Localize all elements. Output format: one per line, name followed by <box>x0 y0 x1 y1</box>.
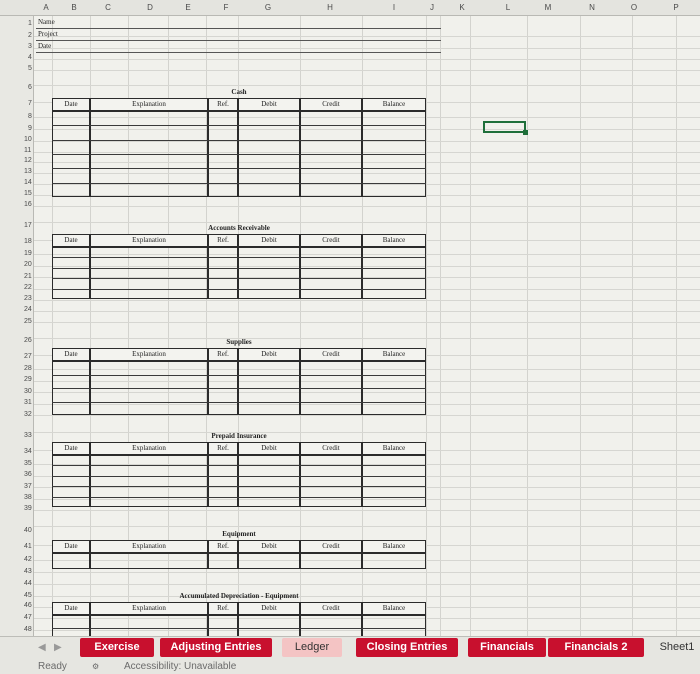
tab-closing-entries[interactable]: Closing Entries <box>356 638 458 657</box>
ledger-column-debit[interactable] <box>238 247 300 299</box>
ledger-header-ref: Ref. <box>208 540 238 553</box>
ledger-header-date: Date <box>52 234 90 247</box>
status-bar <box>0 658 700 674</box>
ledger-header-explanation: Explanation <box>90 540 208 553</box>
ledger-header-debit: Debit <box>238 540 300 553</box>
ledger-header-explanation: Explanation <box>90 602 208 615</box>
ledger-header-date: Date <box>52 442 90 455</box>
ledger-column-balance[interactable] <box>362 615 426 636</box>
ledger-header-credit: Credit <box>300 442 362 455</box>
ledger-title: Cash <box>231 88 247 96</box>
tab-financials[interactable]: Financials <box>468 638 546 657</box>
ledger-3 <box>52 338 426 422</box>
accessibility-icon[interactable]: ⚙ <box>92 662 100 671</box>
ledger-column-ref[interactable] <box>208 455 238 507</box>
ledger-header-date: Date <box>52 602 90 615</box>
ledger-column-credit[interactable] <box>300 553 362 569</box>
ledger-title: Prepaid Insurance <box>211 432 267 440</box>
ledger-header-explanation: Explanation <box>90 348 208 361</box>
date-label: Date <box>38 42 52 50</box>
ledger-header-ref: Ref. <box>208 348 238 361</box>
ledger-header-debit: Debit <box>238 98 300 111</box>
ledger-header-debit: Debit <box>238 348 300 361</box>
column-header-a[interactable]: A <box>43 3 49 12</box>
ledger-column-explanation[interactable] <box>90 247 208 299</box>
ledger-header-credit: Credit <box>300 540 362 553</box>
ledger-column-date[interactable] <box>52 553 90 569</box>
ledger-title: Supplies <box>226 338 252 346</box>
ledger-column-balance[interactable] <box>362 455 426 507</box>
column-header-l[interactable]: L <box>505 3 511 12</box>
ledger-header-balance: Balance <box>362 98 426 111</box>
next-sheet-icon[interactable]: ▶ <box>54 642 62 653</box>
ledger-header-balance: Balance <box>362 348 426 361</box>
sheet-tab-bar <box>0 636 700 658</box>
column-header-f[interactable]: F <box>223 3 229 12</box>
column-header-h[interactable]: H <box>327 3 333 12</box>
column-header-i[interactable]: I <box>392 3 396 12</box>
ledger-header-balance: Balance <box>362 234 426 247</box>
row-header-bar: 1 2 3 4 5 6 7 8 9 10 11 12 13 14 15 16 17 18 19 20 21 22 23 24 25 26 27 28 29 30 31 32 33 34 35 36 37 38 39 40 41 42 43 44 45 46 47 48 <box>0 16 34 636</box>
ledger-header-credit: Credit <box>300 348 362 361</box>
column-header-n[interactable]: N <box>589 3 595 12</box>
ledger-column-ref[interactable] <box>208 553 238 569</box>
ledger-header-date: Date <box>52 98 90 111</box>
ledger-6 <box>52 592 426 636</box>
ledger-header-ref: Ref. <box>208 98 238 111</box>
ledger-header-date: Date <box>52 348 90 361</box>
ledger-header-debit: Debit <box>238 602 300 615</box>
ledger-header-date: Date <box>52 540 90 553</box>
ledger-column-date[interactable] <box>52 615 90 636</box>
ledger-column-ref[interactable] <box>208 615 238 636</box>
column-header-o[interactable]: O <box>630 3 638 12</box>
ledger-column-explanation[interactable] <box>90 553 208 569</box>
ledger-column-date[interactable] <box>52 247 90 299</box>
tab-sheet1[interactable]: Sheet1 <box>659 641 695 653</box>
tab-ledger[interactable]: Ledger <box>282 638 342 657</box>
tab-exercise[interactable]: Exercise <box>80 638 154 657</box>
ledger-4 <box>52 432 426 514</box>
column-header-p[interactable]: P <box>673 3 679 12</box>
column-header-g[interactable]: G <box>264 3 272 12</box>
column-header-e[interactable]: E <box>185 3 191 12</box>
ledger-header-explanation: Explanation <box>90 98 208 111</box>
tab-financials-2[interactable]: Financials 2 <box>548 638 644 657</box>
ledger-5 <box>52 530 426 576</box>
name-label: Name <box>38 18 55 26</box>
ledger-header-debit: Debit <box>238 442 300 455</box>
prev-sheet-icon[interactable]: ◀ <box>38 642 46 653</box>
ledger-header-ref: Ref. <box>208 602 238 615</box>
ledger-header-balance: Balance <box>362 602 426 615</box>
ledger-header-credit: Credit <box>300 234 362 247</box>
ledger-header-credit: Credit <box>300 98 362 111</box>
ledger-header-ref: Ref. <box>208 442 238 455</box>
ledger-header-credit: Credit <box>300 602 362 615</box>
ledger-column-debit[interactable] <box>238 455 300 507</box>
ledger-column-explanation[interactable] <box>90 615 208 636</box>
ledger-header-explanation: Explanation <box>90 234 208 247</box>
ledger-column-credit[interactable] <box>300 455 362 507</box>
ledger-column-credit[interactable] <box>300 615 362 636</box>
column-header-k[interactable]: K <box>459 3 465 12</box>
column-header-d[interactable]: D <box>147 3 153 12</box>
column-header-c[interactable]: C <box>105 3 111 12</box>
ledger-column-date[interactable] <box>52 455 90 507</box>
accessibility-status[interactable]: Accessibility: Unavailable <box>124 661 237 672</box>
ledger-column-balance[interactable] <box>362 247 426 299</box>
selected-cell[interactable] <box>483 121 526 133</box>
ledger-1 <box>52 88 426 204</box>
column-header-bar <box>0 0 700 16</box>
ledger-title: Accumulated Depreciation - Equipment <box>179 592 299 600</box>
ledger-column-debit[interactable] <box>238 615 300 636</box>
tab-adjusting-entries[interactable]: Adjusting Entries <box>160 638 272 657</box>
ledger-header-balance: Balance <box>362 540 426 553</box>
column-header-m[interactable]: M <box>544 3 552 12</box>
ledger-column-debit[interactable] <box>238 553 300 569</box>
ledger-2 <box>52 224 426 306</box>
ledger-header-debit: Debit <box>238 234 300 247</box>
ledger-header-balance: Balance <box>362 442 426 455</box>
ledger-column-explanation[interactable] <box>90 455 208 507</box>
project-label: Project <box>38 30 58 38</box>
ledger-header-explanation: Explanation <box>90 442 208 455</box>
ledger-column-ref[interactable] <box>208 247 238 299</box>
status-ready: Ready <box>38 661 67 672</box>
column-header-j[interactable]: J <box>430 3 434 12</box>
ledger-title: Equipment <box>222 530 256 538</box>
ledger-title: Accounts Receivable <box>208 224 270 232</box>
column-header-b[interactable]: B <box>71 3 77 12</box>
ledger-header-ref: Ref. <box>208 234 238 247</box>
ledger-column-balance[interactable] <box>362 553 426 569</box>
ledger-column-credit[interactable] <box>300 247 362 299</box>
